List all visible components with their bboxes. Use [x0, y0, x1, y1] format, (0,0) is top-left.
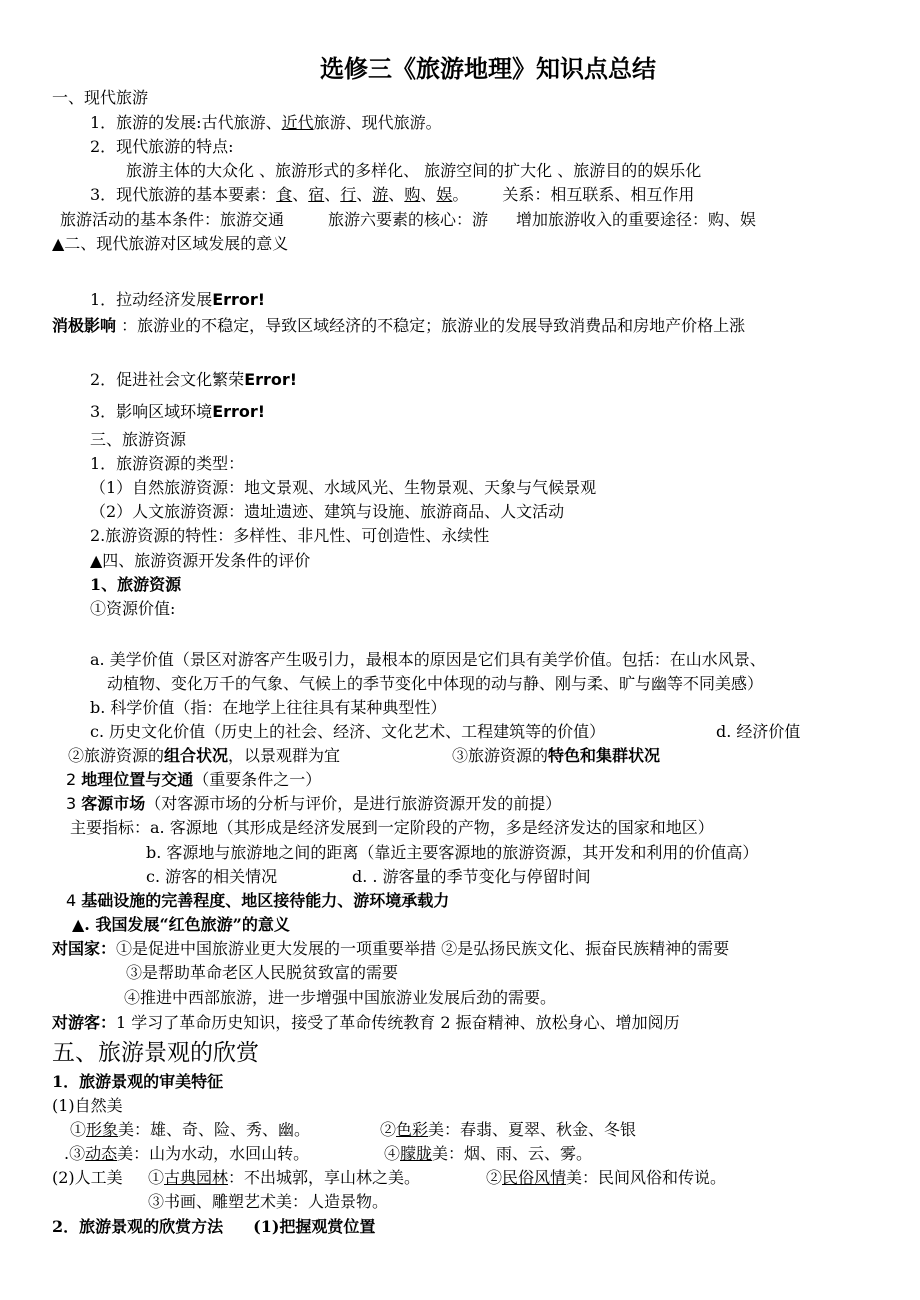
s2-item-1: 1．拉动经济发展Error!	[90, 290, 266, 309]
s5-art: ③书画、雕塑艺术美：人造景物。	[148, 1192, 389, 1211]
s5-dynamic-beauty: .③动态美：山为水动，水回山转。	[64, 1144, 310, 1163]
s4-history: c. 历史文化价值（历史上的社会、经济、文化艺术、工程建筑等的价值）	[90, 722, 606, 741]
s4-indicator-d: d. . 游客量的季节变化与停留时间	[352, 867, 591, 886]
s4-infrastructure: 4 基础设施的完善程度、地区接待能力、游环境承载力	[66, 891, 450, 910]
red-tourist: 对游客：1 学习了革命历史知识，接受了革命传统教育 2 振奋精神、放松身心、增加阅历	[52, 1013, 680, 1032]
red-nation-3: ③是帮助革命老区人民脱贫致富的需要	[126, 963, 399, 982]
s1-item-2: 2．现代旅游的特点:	[90, 137, 234, 156]
s2-item-3: 3．影响区域环境Error!	[90, 402, 266, 421]
s4-sub-1: 1、旅游资源	[90, 575, 182, 594]
s2-item-2: 2．促进社会文化繁荣Error!	[90, 370, 298, 389]
s2-negative-impact: 消极影响 ：旅游业的不稳定，导致区域经济的不稳定；旅游业的发展导致消费品和房地产价格上涨	[52, 316, 746, 335]
s4-aesthetic-2: 动植物、变化万千的气象、气候上的季节变化中体现的动与静、刚与柔、旷与幽等不同美感）	[107, 674, 764, 693]
s1-line-4: 旅游活动的基本条件：旅游交通 旅游六要素的核心：游 增加旅游收入的重要途径：购、娱	[60, 210, 757, 229]
section-2-heading: ▲二、现代旅游对区域发展的意义	[52, 234, 289, 253]
s5-color-beauty: ②色彩美：春翡、夏翠、秋金、冬银	[380, 1120, 637, 1139]
s4-resource-value: ①资源价值:	[90, 599, 176, 618]
s4-science: b. 科学价值（指：在地学上往往具有某种典型性）	[90, 698, 447, 717]
s4-market: 3 客源市场（对客源市场的分析与评价，是进行旅游资源开发的前提）	[66, 794, 562, 813]
s3-item-2: 2.旅游资源的特性：多样性、非凡性、可创造性、永续性	[90, 526, 490, 545]
section-4-heading: ▲四、旅游资源开发条件的评价	[90, 551, 311, 570]
section-5-heading: 五、旅游景观的欣赏	[52, 1040, 259, 1066]
s5-natural: (1)自然美	[52, 1096, 123, 1115]
s4-indicator-c: c. 游客的相关情况	[146, 867, 278, 886]
s3-item-1: 1．旅游资源的类型：	[90, 454, 245, 473]
red-nation-4: ④推进中西部旅游，进一步增强中国旅游业发展后劲的需要。	[124, 988, 557, 1007]
s4-geo: 2 地理位置与交通（重要条件之一）	[66, 770, 322, 789]
s1-item-1: 1．旅游的发展:古代旅游、近代旅游、现代旅游。	[90, 113, 442, 132]
s5-form-beauty: ①形象美：雄、奇、险、秀、幽。	[70, 1120, 311, 1139]
s4-aesthetic-1: a. 美学价值（景区对游客产生吸引力，最根本的原因是它们具有美学价值。包括：在山水风景、	[90, 650, 766, 669]
s3-human: （2）人文旅游资源：遗址遗迹、建筑与设施、旅游商品、人文活动	[90, 502, 565, 521]
s4-indicator-a: 主要指标：a. 客源地（其形成是经济发展到一定阶段的产物，多是经济发达的国家和地区）	[70, 818, 714, 837]
s5-sub-2: 2．旅游景观的欣赏方法 (1)把握观赏位置	[52, 1217, 376, 1236]
s3-natural: （1）自然旅游资源：地文景观、水域风光、生物景观、天象与气候景观	[90, 478, 597, 497]
s5-garden: ①古典园林：不出城郭，享山林之美。	[148, 1168, 421, 1187]
section-3-heading: 三、旅游资源	[90, 430, 187, 449]
red-nation-1: 对国家：①是促进中国旅游业更大发展的一项重要举措 ②是弘扬民族文化、振奋民族精神的需要	[52, 939, 730, 958]
s5-hazy-beauty: ④朦胧美：烟、雨、云、雾。	[384, 1144, 593, 1163]
s1-item-2-detail: 旅游主体的大众化 、旅游形式的多样化、 旅游空间的扩大化 、旅游目的的娱乐化	[126, 161, 702, 180]
s5-artificial: (2)人工美	[52, 1168, 123, 1187]
s4-feature: ③旅游资源的特色和集群状况	[452, 746, 661, 765]
s4-indicator-b: b. 客源地与旅游地之间的距离（靠近主要客源地的旅游资源，其开发和利用的价值高）	[146, 843, 759, 862]
s5-folk: ②民俗风情美：民间风俗和传说。	[486, 1168, 727, 1187]
s4-economic: d. 经济价值	[716, 722, 801, 741]
section-1-heading: 一、现代旅游	[52, 88, 149, 107]
red-tourism-heading: ▲. 我国发展“红色旅游”的意义	[72, 915, 290, 934]
s1-item-3: 3．现代旅游的基本要素：食、宿、行、游、购、娱。 关系：相互联系、相互作用	[90, 185, 695, 204]
s5-sub-1: 1．旅游景观的审美特征	[52, 1072, 224, 1091]
page-title: 选修三《旅游地理》知识点总结	[320, 54, 656, 83]
s4-combination: ②旅游资源的组合状况，以景观群为宜	[68, 746, 341, 765]
